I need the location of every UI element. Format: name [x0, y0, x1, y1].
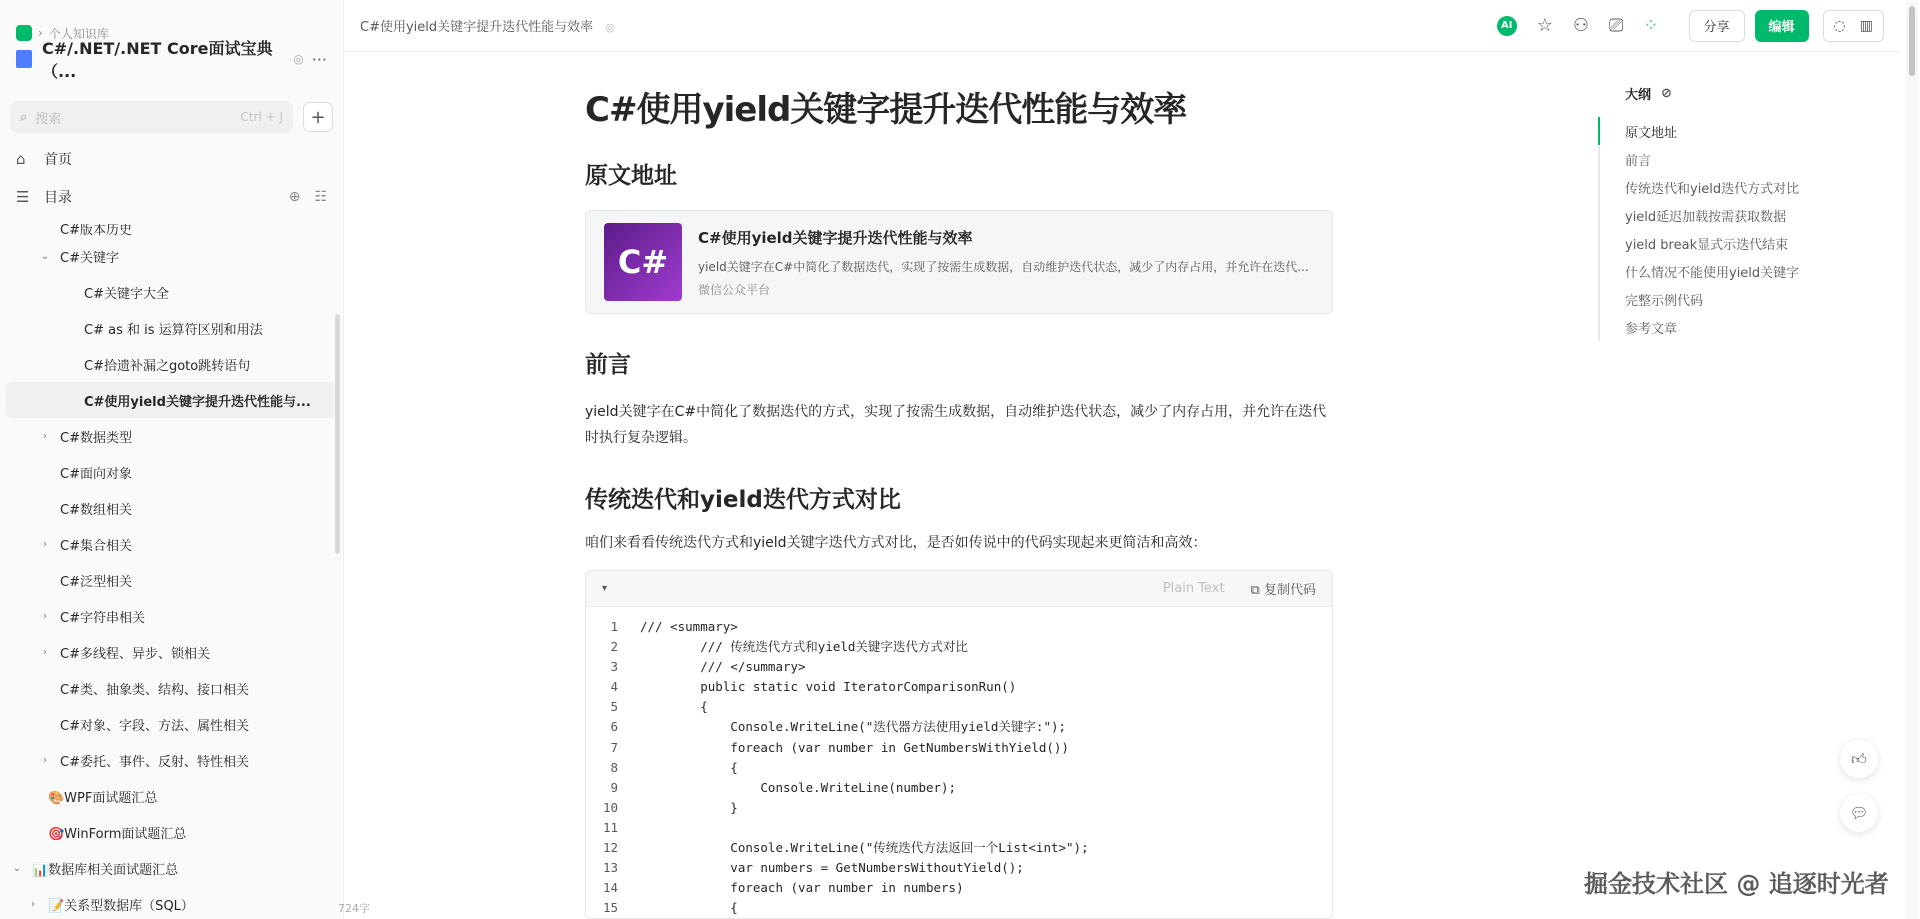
comment-icon: 💬︎ [1849, 804, 1869, 822]
tree-item[interactable] [6, 418, 337, 454]
code-line [586, 818, 1332, 838]
outline-item[interactable]: 参考文章 [1625, 321, 1678, 337]
code-text: /// </summary> [640, 659, 806, 675]
layout-icon[interactable]: ▥ [1859, 17, 1873, 34]
sidebar-scrollbar[interactable] [335, 314, 340, 554]
nav-home[interactable] [0, 140, 343, 178]
code-line [586, 717, 1332, 737]
chevron-down-icon[interactable]: ⌄ [12, 862, 22, 874]
app-logo-icon[interactable] [16, 25, 32, 41]
line-number: 12 [602, 840, 618, 856]
outline-item[interactable]: 完整示例代码 [1625, 293, 1704, 309]
tree-item-label: C#关键字 [60, 250, 119, 266]
copy-code-label: 复制代码 [1263, 583, 1316, 598]
tree-item[interactable] [6, 224, 337, 238]
catalog-tree [0, 224, 343, 919]
ai-icon[interactable]: AI [1497, 16, 1517, 36]
code-line [586, 677, 1332, 697]
nav-home-label: 首页 [44, 152, 72, 168]
code-text: public static void IteratorComparisonRun() [640, 679, 1017, 695]
code-line [586, 617, 1332, 637]
page-scrollbar-thumb[interactable] [1909, 6, 1915, 76]
code-body [586, 607, 1332, 918]
tree-item[interactable] [6, 778, 337, 814]
add-collaborator-icon[interactable]: ⚇ [1572, 15, 1590, 36]
doc-title: C#使用yield关键字提升迭代性能与效率 [585, 90, 1187, 130]
tree-item-label: C# as 和 is 运算符区别和用法 [84, 322, 263, 338]
code-line [586, 697, 1332, 717]
tree-item-label: C#数据类型 [60, 430, 132, 446]
code-text: { [640, 759, 738, 775]
top-bar [344, 0, 1900, 52]
tree-item[interactable] [6, 814, 337, 850]
tree-item[interactable] [6, 526, 337, 562]
presentation-icon[interactable]: ⎚ [1609, 15, 1624, 36]
tree-item-label: C#泛型相关 [60, 574, 132, 590]
code-line [586, 778, 1332, 798]
comment-icon[interactable]: ◌ [1833, 17, 1846, 34]
tree-item[interactable] [6, 346, 337, 382]
tree-item[interactable] [6, 238, 337, 274]
intro-paragraph: yield关键字在C#中简化了数据迭代的方式，实现了按需生成数据，自动维护迭代状态，减少了内存占用，并允许在迭代时执行复杂逻辑。 [585, 404, 1327, 446]
tree-item[interactable] [6, 382, 337, 418]
edit-button[interactable]: 编辑 [1755, 10, 1809, 42]
chevron-right-icon: › [38, 26, 43, 40]
comment-button[interactable] [1840, 794, 1878, 832]
collapse-icon[interactable]: ▾ [602, 583, 608, 594]
code-line [586, 838, 1332, 858]
code-text: foreach (var number in numbers) [640, 880, 964, 896]
code-language[interactable]: Plain Text [1162, 581, 1225, 596]
search-placeholder: 搜索 [35, 111, 62, 127]
code-text: /// <summary> [640, 619, 738, 634]
outline-item[interactable]: yield延迟加载按需获取数据 [1625, 209, 1787, 225]
outline-title: 大纲 [1625, 88, 1652, 103]
thumbs-up-icon: 👍︎ [1851, 749, 1867, 768]
tree-item[interactable] [6, 886, 337, 919]
topbar-doc-title [360, 16, 615, 35]
chevron-down-icon[interactable]: ⌄ [40, 250, 50, 262]
visibility-icon: ◎ [293, 52, 304, 66]
comparison-paragraph: 咱们来看看传统迭代方式和yield关键字迭代方式对比，是否如传说中的代码实现起来更简洁和高效： [585, 535, 1207, 551]
tree-item[interactable] [6, 274, 337, 310]
card-title: C#使用yield关键字提升迭代性能与效率 [698, 228, 973, 247]
outline-item[interactable]: 原文地址 [1598, 117, 1828, 145]
code-text: var numbers = GetNumbersWithoutYield(); [640, 860, 1024, 876]
chevron-right-icon[interactable]: › [43, 538, 47, 550]
line-number: 3 [610, 659, 618, 675]
line-number: 8 [610, 759, 618, 775]
home-icon: ⌂ [16, 150, 26, 168]
book-header[interactable] [0, 39, 343, 81]
line-number: 11 [602, 819, 618, 835]
code-line [586, 637, 1332, 657]
line-number: 4 [610, 679, 618, 695]
section-preface: 前言 [585, 352, 631, 378]
tree-item-label: 🎯WinForm面试题汇总 [48, 826, 187, 842]
tree-item[interactable] [6, 670, 337, 706]
tree-item[interactable] [6, 850, 337, 886]
copy-icon: ⧉ [1250, 583, 1260, 598]
line-number: 7 [610, 739, 618, 755]
code-text: { [640, 699, 708, 715]
hide-outline-icon[interactable]: ⊘ [1661, 86, 1672, 101]
sidebar [0, 0, 344, 919]
nav-catalog-label: 目录 [44, 190, 72, 206]
code-text: /// 传统迭代方式和yield关键字迭代方式对比 [640, 639, 968, 655]
plus-icon: + [310, 106, 326, 128]
card-source: 微信公众平台 [698, 282, 771, 297]
watermark: 掘金技术社区 @ 追逐时光者 [1584, 870, 1889, 898]
apps-icon[interactable]: ⁘ [1643, 15, 1659, 36]
tree-item-label: C#数组相关 [60, 502, 132, 518]
outline-panel [1598, 84, 1828, 341]
code-line [586, 798, 1332, 818]
tree-item-label: C#类、抽象类、结构、接口相关 [60, 682, 249, 698]
line-number: 1 [610, 619, 618, 634]
tree-item[interactable] [6, 562, 337, 598]
tree-item-label: C#委托、事件、反射、特性相关 [60, 754, 249, 770]
chevron-right-icon[interactable]: › [31, 898, 35, 910]
tree-item[interactable] [6, 742, 337, 778]
line-number: 13 [602, 860, 618, 876]
outline-item[interactable]: 传统迭代和yield迭代方式对比 [1625, 181, 1800, 197]
tree-item-label: C#版本历史 [60, 224, 132, 238]
line-number: 9 [610, 779, 618, 795]
like-button[interactable] [1840, 740, 1878, 778]
star-icon[interactable]: ☆ [1536, 15, 1553, 36]
code-text: foreach (var number in GetNumbersWithYield()) [640, 739, 1069, 755]
tree-item[interactable] [6, 706, 337, 742]
line-number: 6 [610, 719, 618, 735]
code-line [586, 878, 1332, 898]
card-thumbnail: C# [604, 223, 682, 301]
view-toggle-group [1823, 10, 1884, 42]
code-text: } [640, 799, 738, 815]
section-comparison: 传统迭代和yield迭代方式对比 [585, 487, 901, 513]
code-line [586, 858, 1332, 878]
tree-item-label: C#多线程、异步、锁相关 [60, 646, 210, 662]
tree-item[interactable] [6, 634, 337, 670]
nav-catalog[interactable] [0, 178, 343, 216]
tree-item-label: C#对象、字段、方法、属性相关 [60, 718, 249, 734]
locate-icon[interactable]: ⊕ [288, 189, 301, 205]
tree-item-label: 📝关系型数据库（SQL） [48, 898, 194, 914]
page-scrollbar[interactable] [1906, 0, 1918, 919]
chevron-right-icon[interactable]: › [43, 610, 47, 622]
chevron-right-icon[interactable]: › [43, 754, 47, 766]
code-block[interactable] [585, 570, 1333, 919]
doc-content [585, 52, 1335, 919]
chevron-right-icon[interactable]: › [43, 430, 47, 442]
visibility-icon: ◎ [605, 21, 615, 34]
line-number: 10 [602, 799, 618, 815]
tree-item-label: 📊数据库相关面试题汇总 [32, 862, 179, 878]
outline-item[interactable]: 什么情况不能使用yield关键字 [1625, 265, 1800, 281]
tree-item-label: 🎨WPF面试题汇总 [48, 790, 158, 806]
tree-item[interactable] [6, 598, 337, 634]
line-number: 14 [602, 880, 618, 896]
share-button[interactable]: 分享 [1689, 10, 1745, 42]
word-count: 724字 [338, 902, 370, 915]
code-text: Console.WriteLine(number); [640, 779, 957, 795]
book-title[interactable]: C#/.NET/.NET Core面试宝典（... [42, 39, 273, 81]
line-number: 15 [602, 900, 618, 916]
code-line [586, 758, 1332, 778]
add-button[interactable] [303, 102, 333, 132]
chevron-right-icon[interactable]: › [43, 646, 47, 658]
line-number: 5 [610, 699, 618, 715]
more-icon[interactable]: ··· [311, 49, 327, 69]
code-text: { [640, 900, 738, 916]
card-description: yield关键字在C#中简化了数据迭代，实现了按需生成数据，自动维护迭代状态，减少了内存占用，并允许在迭代... [698, 259, 1309, 274]
breadcrumb-knowledge-base[interactable]: 个人知识库 [48, 26, 109, 41]
tree-item-label: C#集合相关 [60, 538, 132, 554]
book-icon [16, 50, 32, 68]
topbar-doc-title-text: C#使用yield关键字提升迭代性能与效率 [360, 20, 594, 35]
code-text: Console.WriteLine("迭代器方法使用yield关键字:"); [640, 719, 1067, 735]
tree-item-label: C#拾遗补漏之goto跳转语句 [84, 358, 251, 374]
code-text: Console.WriteLine("传统迭代方法返回一个List<int>"); [640, 840, 1089, 856]
section-original-link: 原文地址 [585, 163, 677, 189]
code-line [586, 898, 1332, 918]
code-line [586, 738, 1332, 758]
list-icon[interactable]: ☷ [314, 189, 327, 205]
tree-item[interactable] [6, 310, 337, 346]
tree-item-label: C#使用yield关键字提升迭代性能与... [84, 394, 311, 410]
tree-item[interactable] [6, 490, 337, 526]
outline-item[interactable]: yield break显式示迭代结束 [1625, 237, 1789, 253]
search-input[interactable] [10, 101, 293, 133]
tree-item-label: C#面向对象 [60, 466, 132, 482]
search-shortcut: Ctrl + J [240, 110, 283, 124]
catalog-icon: ☰ [16, 188, 30, 206]
outline-item[interactable]: 前言 [1625, 153, 1652, 169]
tree-item[interactable] [6, 454, 337, 490]
search-icon: ⌕ [20, 109, 28, 125]
tree-item-label: C#关键字大全 [84, 286, 169, 302]
link-card[interactable] [585, 210, 1333, 314]
tree-item-label: C#字符串相关 [60, 610, 145, 626]
code-line [586, 657, 1332, 677]
copy-code-button[interactable] [1251, 579, 1316, 598]
line-number: 2 [610, 639, 618, 655]
